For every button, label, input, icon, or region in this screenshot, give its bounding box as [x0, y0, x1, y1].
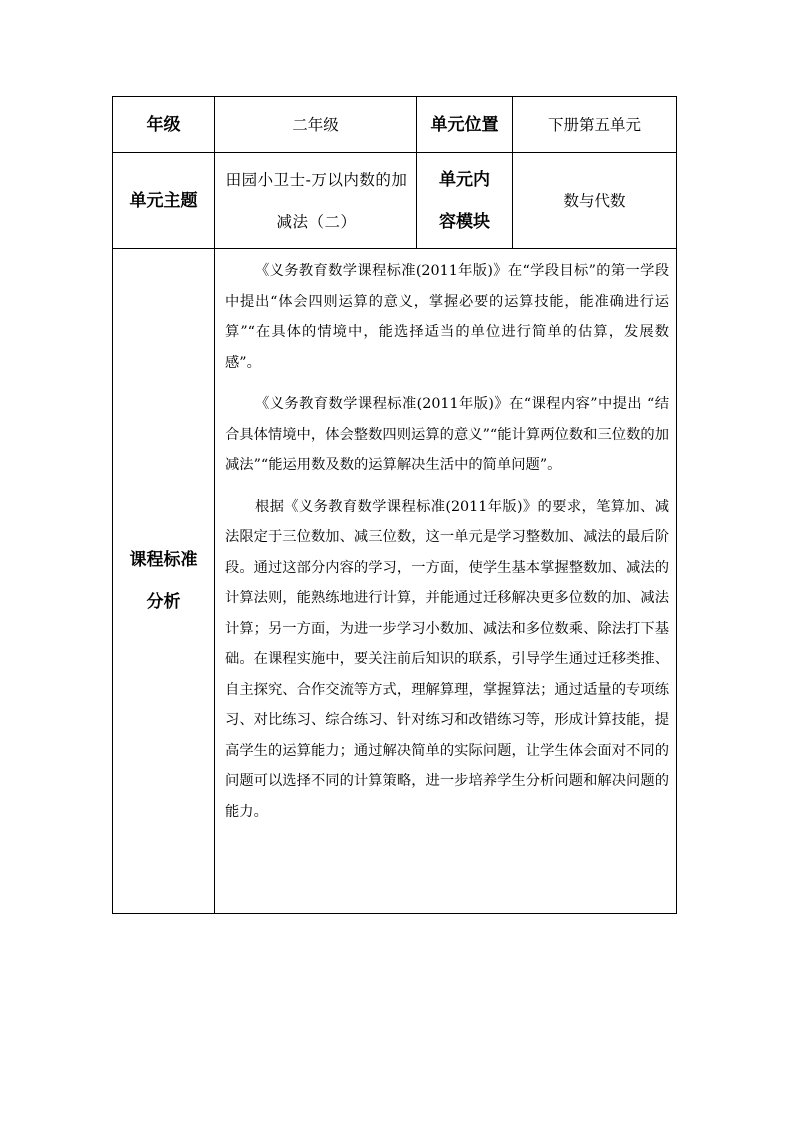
unit-info-table [112, 96, 677, 914]
grade-label: 年级 [113, 97, 215, 153]
theme-value: 田园小卫士-万以内数的加减法（二） [215, 153, 417, 249]
position-label: 单元位置 [417, 97, 513, 153]
table-row-grade [113, 97, 677, 153]
analysis-paragraph-2: 《义务教育数学课程标准(2011年版)》在“课程内容”中提出 “结合具体情境中，体会整数四则运算的意义”“能计算两位数和三位数的加减法”“能运用数及数的运算解决生活中的简单问题”。 [225, 396, 669, 473]
module-label: 单元内容模块 [417, 153, 513, 249]
theme-label: 单元主题 [113, 153, 215, 249]
module-value: 数与代数 [513, 153, 677, 249]
table-row-theme [113, 153, 677, 249]
table-row-analysis [113, 249, 677, 914]
analysis-paragraph-1: 《义务教育数学课程标准(2011年版)》在“学段目标”的第一学段中提出“体会四则运算的意义，掌握必要的运算技能，能准确进行运算”“在具体的情境中，能选择适当的单位进行简单的估算，发展数感”。 [225, 263, 669, 371]
analysis-label: 课程标准分析 [113, 249, 215, 914]
analysis-paragraph-3: 根据《义务教育数学课程标准(2011年版)》的要求，笔算加、减法限定于三位数加、减三位数，这一单元是学习整数加、减法的最后阶段。通过这部分内容的学习，一方面，使学生基本掌握整数加、减法的计算法则，能熟练地进行计算，并能通过迁移解决更多位数的加、减法计算；另一方面，为进一步学习小数加、减法和多位数乘、除法打下基础。在课程实施中，要关注前后知识的联系，引导学生通过迁移类推、自主探究、合作交流等方式，理解算理，掌握算法；通过适量的专项练习、对比练习、综合练习、针对练习和改错练习等，形成计算技能，提高学生的运算能力；通过解决简单的实际问题，让学生体会面对不同的问题可以选择不同的计算策略，进一步培养学生分析问题和解决问题的能力。 [225, 498, 669, 820]
position-value: 下册第五单元 [513, 97, 677, 153]
analysis-content [215, 249, 677, 914]
grade-value: 二年级 [215, 97, 417, 153]
